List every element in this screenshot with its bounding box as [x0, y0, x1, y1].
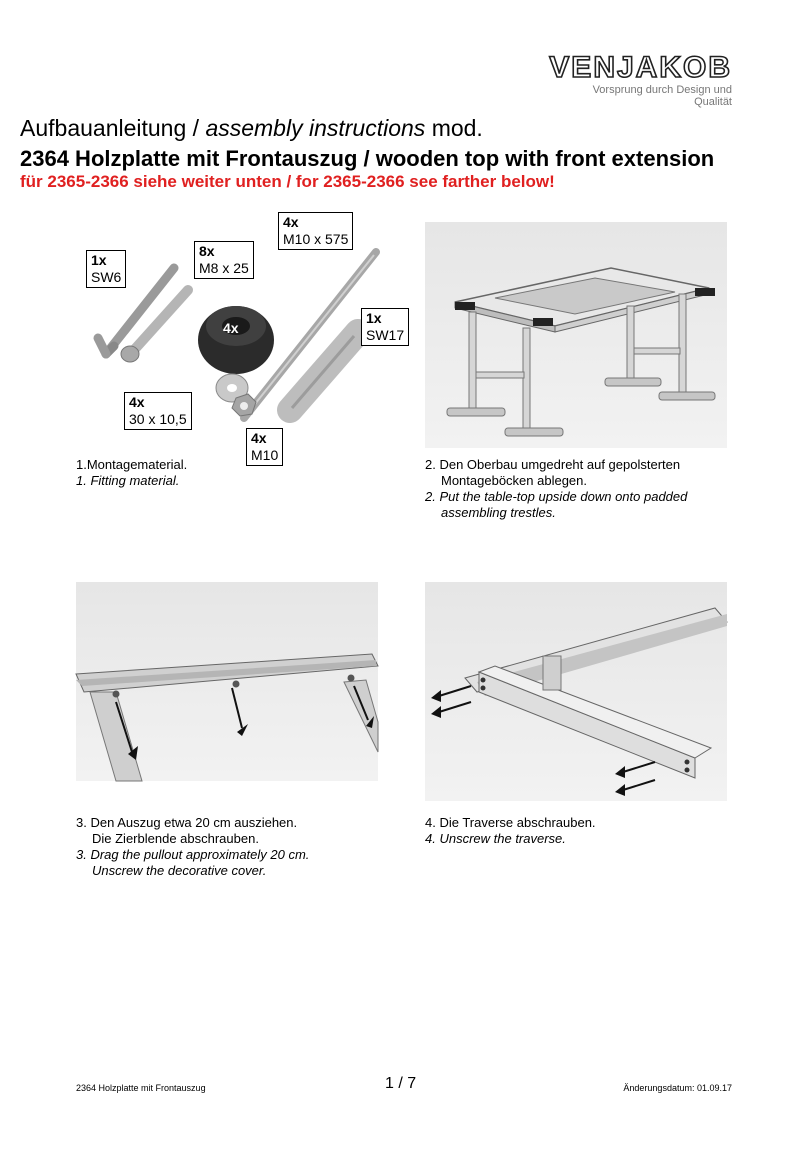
- part-label-spanner: 1x SW17: [361, 308, 409, 346]
- doc-title-line1: Aufbauanleitung / assembly instructions mod.: [20, 115, 483, 141]
- brand-tagline: Vorsprung durch Design und Qualität: [592, 84, 732, 108]
- step1-caption: 1.Montagematerial. 1. Fitting material.: [76, 457, 188, 488]
- footer-revision-date: Änderungsdatum: 01.09.17: [623, 1083, 732, 1093]
- step4-photo: [425, 582, 727, 801]
- step1-photo: [76, 214, 405, 448]
- step3-photo: [76, 582, 378, 781]
- step3-caption: 3. Den Auszug etwa 20 cm ausziehen. Die Zierblende abschrauben. 3. Drag the pullout approximately 20 cm. Unscrew the decorative cover.: [76, 815, 310, 878]
- step4-caption: 4. Die Traverse abschrauben. 4. Unscrew the traverse.: [425, 815, 596, 846]
- doc-warning-note: für 2365-2366 siehe weiter unten / for 2365-2366 see farther below!: [20, 172, 555, 191]
- table-trestle-illustration: [425, 222, 727, 448]
- decorative-cover-illustration: [76, 582, 378, 781]
- footer-doc-name: 2364 Holzplatte mit Frontauszug: [76, 1083, 206, 1093]
- brand-logo: VENJAKOB: [549, 51, 732, 84]
- traverse-illustration: [425, 582, 727, 801]
- part-label-washer: 4x 30 x 10,5: [124, 392, 192, 430]
- page-number: 1 / 7: [385, 1075, 417, 1092]
- part-label-nut-m10: 4x M10: [246, 428, 283, 466]
- part-label-foot: 4x: [223, 320, 239, 336]
- step2-caption: 2. Den Oberbau umgedreht auf gepolsterten Montageböcken ablegen. 2. Put the table-top upside down onto padded assembling trestles.: [425, 457, 688, 520]
- doc-title-line2: 2364 Holzplatte mit Frontauszug / wooden top with front extension: [20, 146, 715, 171]
- step2-photo: [425, 222, 727, 448]
- part-label-screw-m8: 8x M8 x 25: [194, 241, 254, 279]
- part-label-allen-key: 1x SW6: [86, 250, 126, 288]
- part-label-threaded-rod: 4x M10 x 575: [278, 212, 353, 250]
